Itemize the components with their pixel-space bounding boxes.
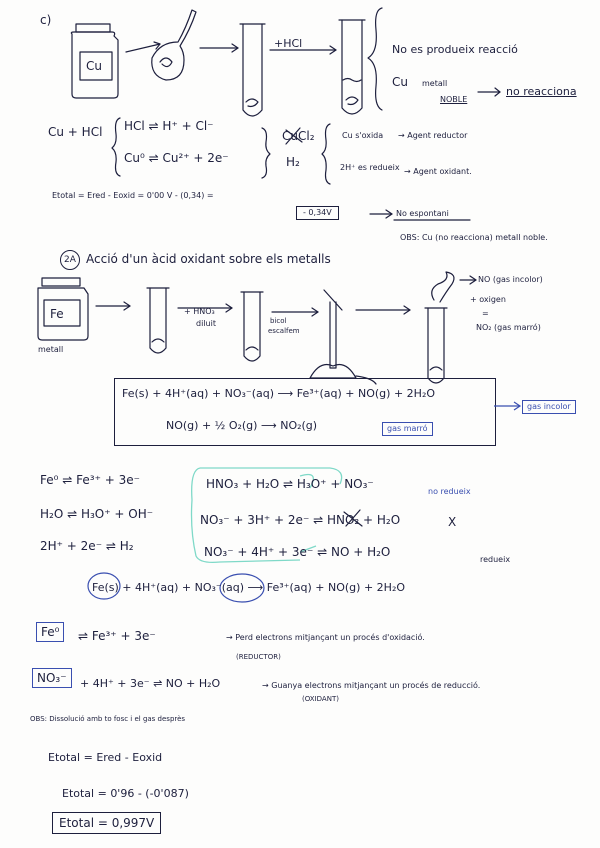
cu-oxida-text: Cu s'oxida	[342, 131, 384, 140]
fe-oxidation-half: ⇌ Fe³⁺ + 3e⁻	[78, 629, 156, 643]
nitrat-reaction-b: NO₃⁻ + 4H⁺ + 3e⁻ ⇌ NO + H₂O	[204, 545, 391, 559]
section-2a-number: 2A	[60, 250, 80, 270]
cu-jar-label: Cu	[86, 59, 102, 73]
oxidant-label: (OXIDANT)	[302, 695, 339, 703]
agent-reductor-text: → Agent reductor	[398, 131, 468, 140]
cross-mark: X	[448, 515, 457, 529]
no-reaction-text: No es produeix reacció	[392, 43, 518, 56]
h2-label: H₂	[286, 155, 300, 169]
no-reacciona-label: no reacciona	[506, 85, 577, 98]
section-c-apparatus	[0, 0, 600, 240]
redueix-text: redueix	[480, 555, 511, 564]
box-equation-2: NO(g) + ½ O₂(g) ⟶ NO₂(g)	[166, 419, 318, 432]
hno3-dissociation: HNO₃ + H₂O ⇌ H₃O⁺ + NO₃⁻	[206, 477, 374, 491]
noble-label: NOBLE	[440, 95, 468, 104]
fe-loses-electrons-text: → Perd electrons mitjançant un procés d'oxidació.	[226, 633, 425, 642]
hcl-half-reaction: HCl ⇌ H⁺ + Cl⁻	[124, 119, 214, 133]
bunsen-label-2: escalfem	[268, 327, 300, 335]
cu-half-reaction: Cu⁰ ⇌ Cu²⁺ + 2e⁻	[124, 151, 229, 165]
reductor-label: (REDUCTOR)	[236, 653, 281, 661]
h2o-half-reaction: H₂O ⇌ H₃O⁺ + OH⁻	[40, 507, 154, 521]
etotal-expression: Etotal = Ered - Eoxid = 0'00 V - (0,34) =	[52, 191, 214, 200]
h-redueix-text: 2H⁺ es redueix	[340, 163, 400, 172]
obs-cu-text: OBS: Cu (no reacciona) metall noble.	[400, 233, 548, 242]
section-c-label: c)	[40, 13, 52, 27]
obs-dissolucio-text: OBS: Dissolució amb to fosc i el gas desprès	[30, 715, 186, 723]
box-equation-1: Fe(s) + 4H⁺(aq) + NO₃⁻(aq) ⟶ Fe³⁺(aq) + NO(g) + 2H₂O	[122, 387, 436, 400]
gas-incolor-tag: gas incolor	[522, 400, 576, 414]
etotal-value-box: - 0,34V	[296, 206, 339, 220]
hcl-reagent-label: +HCl	[274, 37, 303, 50]
section-2a-title: Acció d'un àcid oxidant sobre els metalls	[86, 252, 331, 266]
no-espontani-text: No espontani	[396, 209, 449, 218]
nitrat-reaction-a: NO₃⁻ + 3H⁺ + 2e⁻ ⇌ HNO₂ + H₂O	[200, 513, 401, 527]
agent-oxidant-text: → Agent oxidant.	[404, 167, 472, 176]
no3-gains-electrons-text: → Guanya electrons mitjançant un procés de reducció.	[262, 681, 481, 690]
equals-label: =	[482, 309, 489, 318]
fe-jar-label: Fe	[50, 307, 64, 321]
global-equation: Fe(s) + 4H⁺(aq) + NO₃⁻(aq) ⟶ Fe³⁺(aq) + NO(g) + 2H₂O	[92, 581, 406, 594]
etotal-substitution: Etotal = 0'96 - (-0'087)	[62, 787, 189, 800]
metall-label: metall	[422, 79, 448, 88]
no2-gas-label: NO₂ (gas marró)	[476, 323, 541, 332]
metall-caption: metall	[38, 345, 64, 354]
no-gas-label: NO (gas incolor)	[478, 275, 543, 284]
etotal-result-box: Etotal = 0,997V	[52, 812, 161, 834]
bunsen-label-1: bicol	[270, 317, 287, 325]
gas-marro-tag: gas marró	[382, 422, 433, 436]
cu-result-label: Cu	[392, 75, 408, 89]
etotal-formula: Etotal = Ered - Eoxid	[48, 751, 163, 764]
cucl2-label: CuCl₂	[282, 129, 315, 143]
h2-half-reaction: 2H⁺ + 2e⁻ ⇌ H₂	[40, 539, 134, 553]
no3-reduction-half: + 4H⁺ + 3e⁻ ⇌ NO + H₂O	[80, 677, 221, 690]
fe-reductor-box: Fe⁰	[36, 622, 64, 642]
no3-oxidant-box: NO₃⁻	[32, 668, 72, 688]
oxigen-label: + oxigen	[470, 295, 506, 304]
no-redueix-text: no redueix	[428, 487, 471, 496]
hno3-reagent-label: + HNO₃	[184, 307, 215, 316]
cu-hcl-equation: Cu + HCl	[48, 125, 103, 139]
diluit-label: diluit	[196, 319, 216, 328]
fe-half-reaction: Fe⁰ ⇌ Fe³⁺ + 3e⁻	[40, 473, 140, 487]
